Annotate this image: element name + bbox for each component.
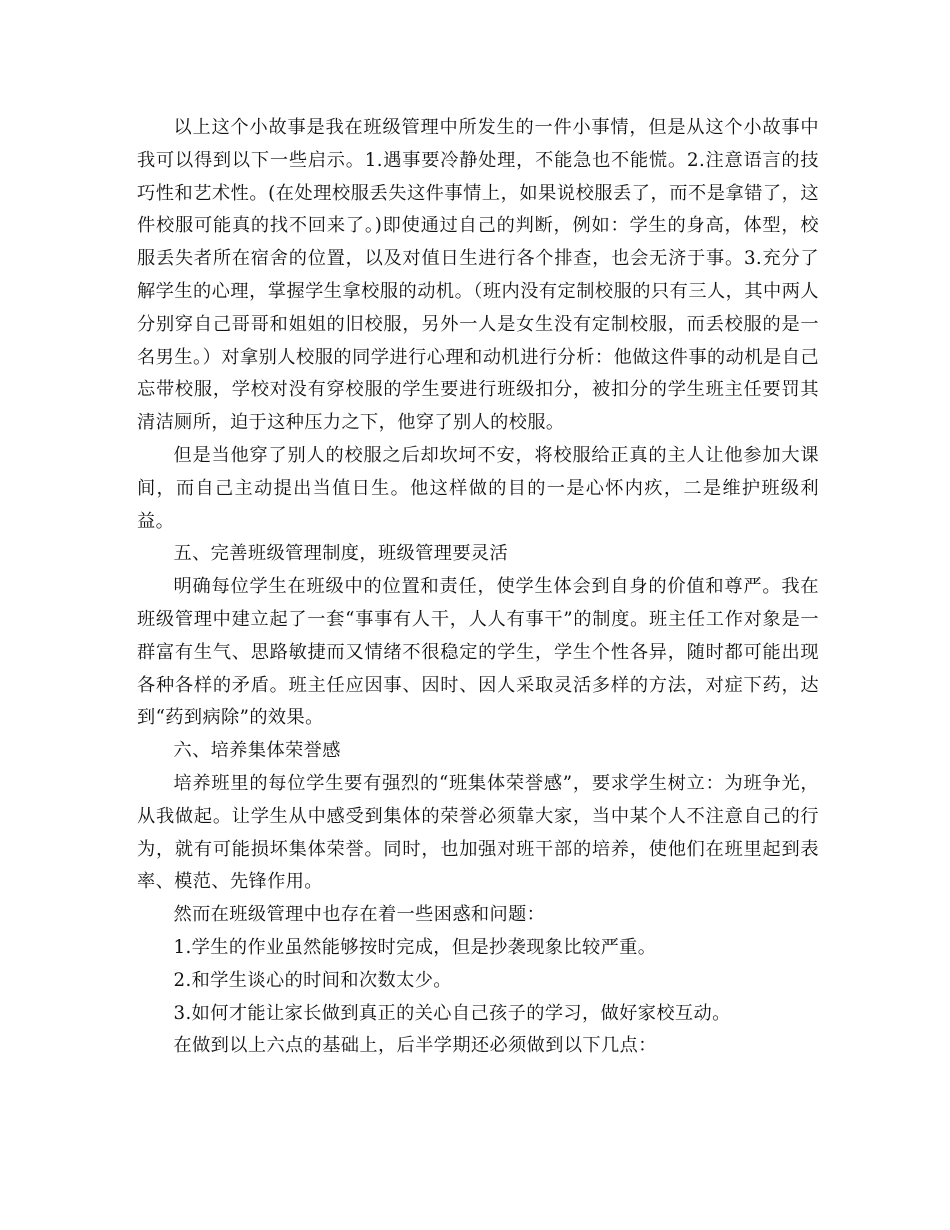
paragraph-next-steps: 在做到以上六点的基础上，后半学期还必须做到以下几点：	[173, 1035, 657, 1057]
list-item-problem-1: 1.学生的作业虽然能够按时完成，但是抄袭现象比较严重。	[173, 936, 657, 958]
list-item-problem-2: 2.和学生谈心的时间和次数太少。	[173, 969, 452, 991]
paragraph-reflection: 以上这个小故事是我在班级管理中所发生的一件小事情，但是从这个小故事中我可以得到以下一些启示。1.遇事要冷静处理，不能急也不能慌。2.注意语言的技巧性和艺术性。(在处理校服丢失这件事情上，如果说校服丢了，而不是拿错了，这件校服可能真的找不回来了。)即使通过自己的判断，例如：学生的身高，体型，校服丢失者所在宿舍的位置，以及对值日生进行各个排查，也会无济于事。3.充分了解学生的心理，掌握学生拿校服的动机。（班内没有定制校服的只有三人，其中两人分别穿自己哥哥和姐姐的旧校服，另外一人是女生没有定制校服，而丢校服的是一名男生。）对拿别人校服的同学进行心理和动机进行分析：他做这件事的动机是自己忘带校服，学校对没有穿校服的学生要进行班级扣分，被扣分的学生班主任要罚其清洁厕所，迫于这种压力之下，他穿了别人的校服。	[137, 117, 819, 434]
section-heading-collective-honor: 六、培养集体荣誉感	[173, 740, 341, 762]
paragraph-collective-honor: 培养班里的每位学生要有强烈的“班集体荣誉感”，要求学生树立：为班争光，从我做起。让学生从中感受到集体的荣誉必须靠大家，当中某个人不注意自己的行为，就有可能损坏集体荣誉。同时，也加强对班干部的培养，使他们在班里起到表率、模范、先锋作用。	[137, 772, 819, 893]
paragraph-management-system: 明确每位学生在班级中的位置和责任，使学生体会到自身的价值和尊严。我在班级管理中建立起了一套“事事有人干，人人有事干”的制度。班主任工作对象是一群富有生气、思路敏捷而又情绪不很稳定的学生，学生个性各异，随时都可能出现各种各样的矛盾。班主任应因事、因时、因人采取灵活多样的方法，对症下药，达到“药到病除”的效果。	[137, 576, 819, 729]
paragraph-problems-intro: 然而在班级管理中也存在着一些困惑和问题：	[173, 904, 546, 926]
document-body	[137, 112, 819, 1063]
paragraph-student-action: 但是当他穿了别人的校服之后却坎坷不安，将校服给正真的主人让他参加大课间，而自己主动提出当值日生。他这样做的目的一是心怀内疚，二是维护班级利益。	[137, 444, 819, 532]
section-heading-management-system: 五、完善班级管理制度，班级管理要灵活	[173, 543, 509, 565]
list-item-problem-3: 3.如何才能让家长做到真正的关心自己孩子的学习，做好家校互动。	[173, 1002, 731, 1024]
